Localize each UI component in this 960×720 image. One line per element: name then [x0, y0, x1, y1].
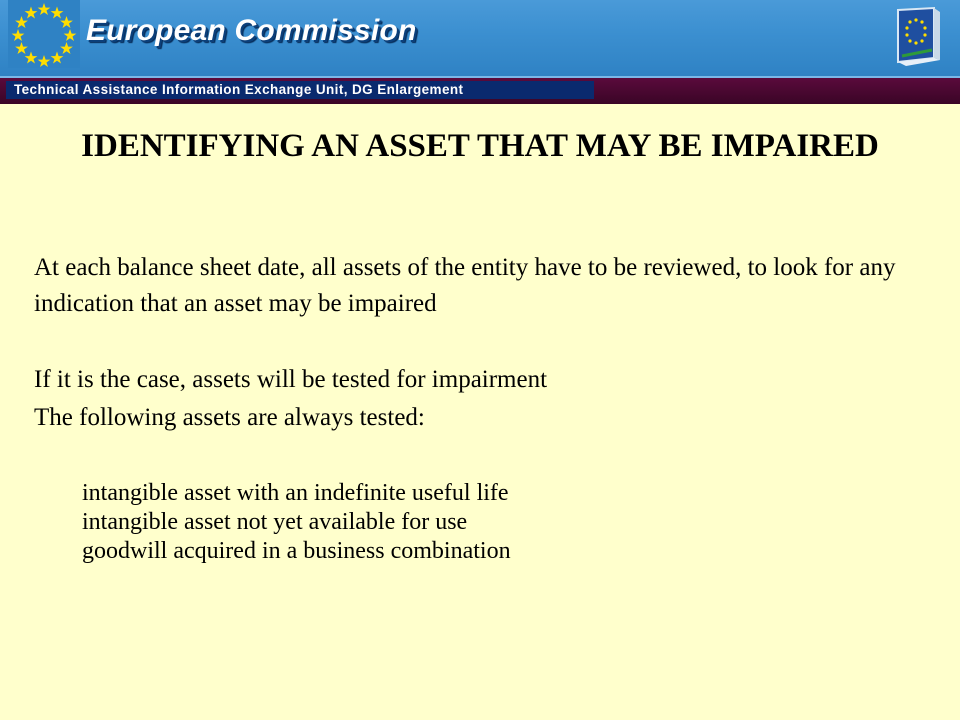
eu-stars-icon: [8, 0, 80, 68]
paragraph-always-tested: The following assets are always tested:: [34, 404, 425, 431]
eu-flag-logo-icon: [894, 6, 942, 68]
slide-title: IDENTIFYING AN ASSET THAT MAY BE IMPAIRED: [81, 128, 879, 164]
list-item: goodwill acquired in a business combination: [82, 538, 511, 564]
sub-banner: [0, 76, 960, 104]
paragraph-case: If it is the case, assets will be tested for impairment: [34, 366, 548, 393]
list-item: intangible asset with an indefinite useful life: [82, 480, 509, 506]
header-banner: [0, 0, 960, 76]
list-item: intangible asset not yet available for use: [82, 509, 468, 535]
unit-strip: [6, 81, 594, 99]
unit-name: Technical Assistance Information Exchange Unit, DG Enlargement: [14, 82, 464, 97]
brand-title: European Commission: [86, 14, 417, 47]
assets-list: [82, 479, 511, 566]
paragraph-review: At each balance sheet date, all assets of the entity have to be reviewed, to look for any indication that an asset may be impaired: [34, 254, 896, 317]
